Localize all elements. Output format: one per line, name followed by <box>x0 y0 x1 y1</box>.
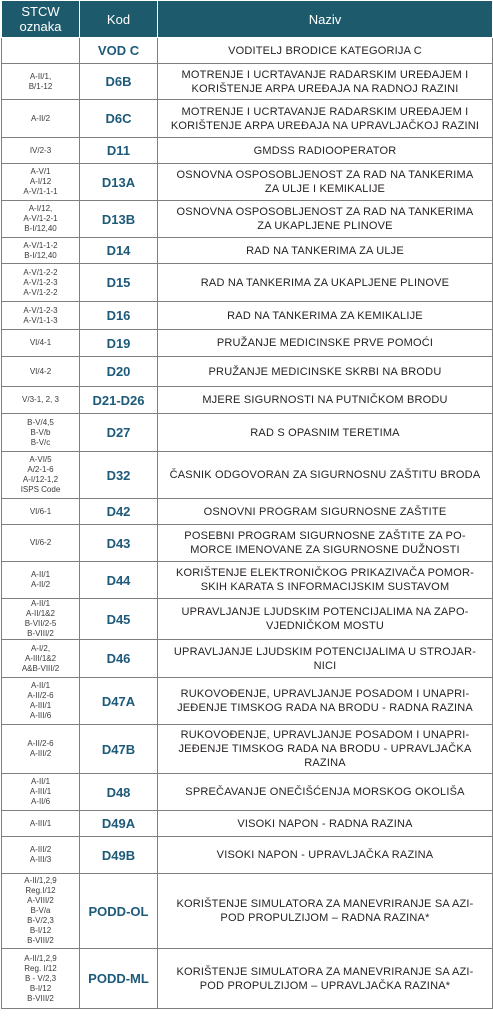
table-row <box>2 201 493 238</box>
table-row <box>2 138 493 164</box>
header-stcw-oznaka: STCW oznaka <box>2 1 80 38</box>
cell-stcw-oznaka: A-II/1,2,9 Reg.I/12 A-VIII/2 B-V/a B-V/2,3 B-I/12 B-VIII/2 <box>2 874 80 949</box>
cell-naziv: RUKOVOĐENJE, UPRAVLJANJE POSADOM I UNAPRI- JEĐENJE TIMSKOG RADA NA BRODU - UPRAVLJAČKA RAZINA <box>158 725 493 774</box>
table-row <box>2 238 493 264</box>
cell-kod: PODD-ML <box>80 949 158 1009</box>
table-row <box>2 38 493 64</box>
cell-kod: D6C <box>80 100 158 138</box>
cell-kod: VOD C <box>80 38 158 64</box>
cell-kod: D48 <box>80 774 158 811</box>
cell-kod: D49A <box>80 811 158 837</box>
cell-naziv: KORIŠTENJE SIMULATORA ZA MANEVRIRANJE SA AZI- POD PROPULZIJOM – UPRAVLJAČKA RAZINA* <box>158 949 493 1009</box>
cell-stcw-oznaka: VI/4-2 <box>2 357 80 387</box>
cell-kod: D32 <box>80 452 158 499</box>
cell-naziv: OSNOVNI PROGRAM SIGURNOSNE ZAŠTITE <box>158 499 493 525</box>
cell-kod: D20 <box>80 357 158 387</box>
table-row <box>2 725 493 774</box>
cell-stcw-oznaka <box>2 38 80 64</box>
cell-naziv: VODITELJ BRODICE KATEGORIJA C <box>158 38 493 64</box>
table-row <box>2 562 493 599</box>
cell-stcw-oznaka: IV/2-3 <box>2 138 80 164</box>
cell-naziv: RAD NA TANKERIMA ZA KEMIKALIJE <box>158 302 493 330</box>
cell-stcw-oznaka: A-II/1 A-II/1&2 B-VII/2-5 B-VIII/2 <box>2 599 80 640</box>
cell-kod: D49B <box>80 837 158 874</box>
cell-kod: D27 <box>80 414 158 452</box>
cell-kod: D45 <box>80 599 158 640</box>
cell-naziv: SPREČAVANJE ONEČIŠĆENJA MORSKOG OKOLIŠA <box>158 774 493 811</box>
table-row <box>2 414 493 452</box>
cell-naziv: UPRAVLJANJE LJUDSKIM POTENCIJALIMA U STROJAR- NICI <box>158 640 493 678</box>
cell-stcw-oznaka: A-V/1-2-2 A-V/1-2-3 A-V/1-2-2 <box>2 264 80 302</box>
table-row <box>2 599 493 640</box>
cell-kod: D21-D26 <box>80 387 158 414</box>
cell-stcw-oznaka: A-II/1 A-III/1 A-II/6 <box>2 774 80 811</box>
cell-naziv: RAD S OPASNIM TERETIMA <box>158 414 493 452</box>
table-row <box>2 678 493 725</box>
table-row <box>2 525 493 562</box>
cell-kod: D13B <box>80 201 158 238</box>
cell-kod: D14 <box>80 238 158 264</box>
cell-kod: D44 <box>80 562 158 599</box>
cell-stcw-oznaka: A-V/1-2-3 A-V/1-1-3 <box>2 302 80 330</box>
cell-stcw-oznaka: A-II/1 A-II/2 <box>2 562 80 599</box>
cell-naziv: UPRAVLJANJE LJUDSKIM POTENCIJALIMA NA ZAPO- VJEDNIČKOM MOSTU <box>158 599 493 640</box>
cell-naziv: RUKOVOĐENJE, UPRAVLJANJE POSADOM I UNAPRI- JEĐENJE TIMSKOG RADA NA BRODU - RADNA RAZINA <box>158 678 493 725</box>
cell-naziv: PRUŽANJE MEDICINSKE PRVE POMOĆI <box>158 330 493 357</box>
cell-kod: D13A <box>80 164 158 201</box>
table-row <box>2 357 493 387</box>
cell-kod: D42 <box>80 499 158 525</box>
cell-kod: D11 <box>80 138 158 164</box>
cell-naziv: VISOKI NAPON - RADNA RAZINA <box>158 811 493 837</box>
cell-stcw-oznaka: A-I/12, A-V/1-2-1 B-I/12,40 <box>2 201 80 238</box>
cell-stcw-oznaka: A-III/2 A-III/3 <box>2 837 80 874</box>
cell-naziv: KORIŠTENJE ELEKTRONIČKOG PRIKAZIVAČA POMOR- SKIH KARATA S INFORMACIJSKIM SUSTAVOM <box>158 562 493 599</box>
cell-naziv: OSNOVNA OSPOSOBLJENOST ZA RAD NA TANKERIMA ZA UKAPLJENE PLINOVE <box>158 201 493 238</box>
table-row <box>2 874 493 949</box>
cell-naziv: ČASNIK ODGOVORAN ZA SIGURNOSNU ZAŠTITU BRODA <box>158 452 493 499</box>
cell-naziv: GMDSS RADIOOPERATOR <box>158 138 493 164</box>
cell-kod: D6B <box>80 64 158 100</box>
cell-stcw-oznaka: A-II/1,2,9 Reg. I/12 B - V/2,3 B-I/12 B-VIII/2 <box>2 949 80 1009</box>
cell-stcw-oznaka: A-V/1-1-2 B-I/12,40 <box>2 238 80 264</box>
header-naziv: Naziv <box>158 1 493 38</box>
table-row <box>2 264 493 302</box>
cell-stcw-oznaka: A-II/2-6 A-III/2 <box>2 725 80 774</box>
cell-stcw-oznaka: A-VI/5 A/2-1-6 A-I/12-1,2 ISPS Code <box>2 452 80 499</box>
cell-naziv: RAD NA TANKERIMA ZA UKAPLJENE PLINOVE <box>158 264 493 302</box>
cell-naziv: MOTRENJE I UCRTAVANJE RADARSKIM UREĐAJEM I KORIŠTENJE ARPA UREĐAJA NA RADNOJ RAZINI <box>158 64 493 100</box>
table-row <box>2 302 493 330</box>
table-row <box>2 774 493 811</box>
table-row <box>2 837 493 874</box>
table-row <box>2 452 493 499</box>
cell-stcw-oznaka: VI/6-1 <box>2 499 80 525</box>
cell-naziv: POSEBNI PROGRAM SIGURNOSNE ZAŠTITE ZA PO- MORCE IMENOVANE ZA SIGURNOSNE DUŽNOSTI <box>158 525 493 562</box>
cell-naziv: VISOKI NAPON - UPRAVLJAČKA RAZINA <box>158 837 493 874</box>
cell-stcw-oznaka: A-II/2 <box>2 100 80 138</box>
cell-kod: D47A <box>80 678 158 725</box>
table-row <box>2 499 493 525</box>
table-row <box>2 330 493 357</box>
cell-stcw-oznaka: A-III/1 <box>2 811 80 837</box>
cell-naziv: PRUŽANJE MEDICINSKE SKRBI NA BRODU <box>158 357 493 387</box>
cell-kod: D15 <box>80 264 158 302</box>
cell-naziv: MJERE SIGURNOSTI NA PUTNIČKOM BRODU <box>158 387 493 414</box>
cell-naziv: KORIŠTENJE SIMULATORA ZA MANEVRIRANJE SA AZI- POD PROPULZIJOM – RADNA RAZINA* <box>158 874 493 949</box>
header-row <box>2 1 493 38</box>
cell-naziv: MOTRENJE I UCRTAVANJE RADARSKIM UREĐAJEM I KORIŠTENJE ARPA UREĐAJA NA UPRAVLJAČKOJ RAZINI <box>158 100 493 138</box>
cell-kod: D19 <box>80 330 158 357</box>
table-header <box>2 1 493 38</box>
table-row <box>2 640 493 678</box>
cell-stcw-oznaka: V/3-1, 2, 3 <box>2 387 80 414</box>
cell-kod: D46 <box>80 640 158 678</box>
cell-stcw-oznaka: A-I/2, A-III/1&2 A&B-VIII/2 <box>2 640 80 678</box>
cell-stcw-oznaka: A-II/1, B/1-12 <box>2 64 80 100</box>
header-kod: Kod <box>80 1 158 38</box>
table-body <box>2 38 493 1009</box>
cell-kod: D16 <box>80 302 158 330</box>
table-row <box>2 387 493 414</box>
cell-stcw-oznaka: B-V/4,5 B-V/b B-V/c <box>2 414 80 452</box>
cell-naziv: OSNOVNA OSPOSOBLJENOST ZA RAD NA TANKERIMA ZA ULJE I KEMIKALIJE <box>158 164 493 201</box>
table-row <box>2 164 493 201</box>
cell-kod: D43 <box>80 525 158 562</box>
cell-stcw-oznaka: A-V/1 A-I/12 A-V/1-1-1 <box>2 164 80 201</box>
cell-kod: PODD-OL <box>80 874 158 949</box>
cell-stcw-oznaka: A-II/1 A-II/2-6 A-III/1 A-III/6 <box>2 678 80 725</box>
table-row <box>2 100 493 138</box>
cell-stcw-oznaka: VI/4-1 <box>2 330 80 357</box>
table-row <box>2 811 493 837</box>
cell-kod: D47B <box>80 725 158 774</box>
table-row <box>2 949 493 1009</box>
cell-naziv: RAD NA TANKERIMA ZA ULJE <box>158 238 493 264</box>
cell-stcw-oznaka: VI/6-2 <box>2 525 80 562</box>
stcw-course-table <box>1 0 493 1009</box>
table-row <box>2 64 493 100</box>
